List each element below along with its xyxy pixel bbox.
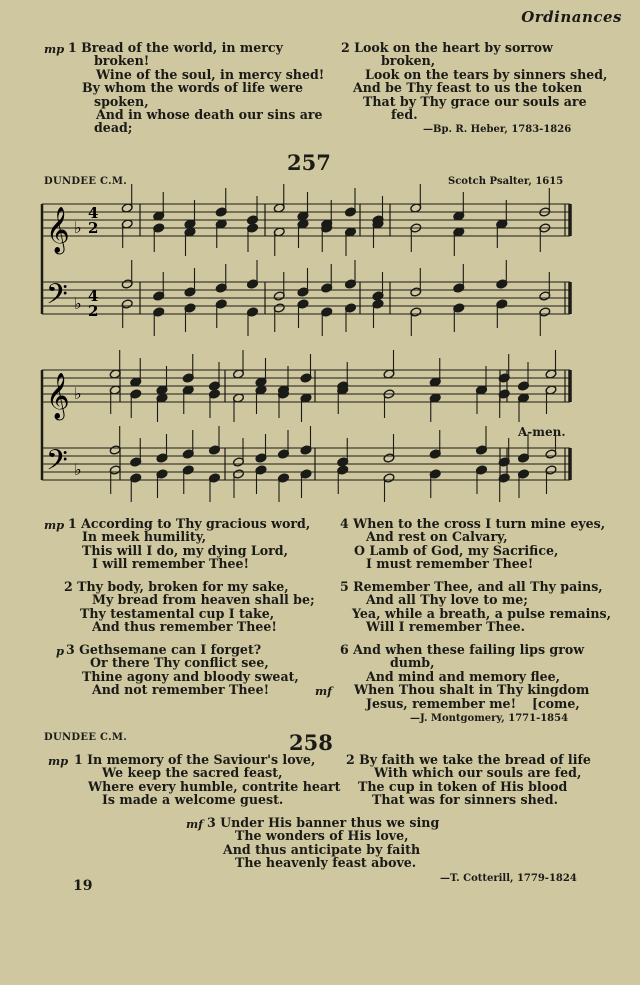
verse-line: That was for sinners shed.: [372, 792, 558, 808]
verse-line: Will I remember Thee.: [366, 619, 526, 635]
verse-line: I must remember Thee!: [366, 556, 534, 572]
verse-line: 2 Thy body, broken for my sake,: [64, 579, 289, 594]
verse-line: By whom the words of life were: [82, 80, 304, 96]
treble-clef-icon: 𝄞: [46, 207, 70, 253]
time-signature-top: 4: [88, 287, 99, 305]
verse-line: My bread from heaven shall be;: [92, 592, 315, 608]
tune-name: DUNDEE C.M.: [44, 176, 128, 187]
verse-line: And all Thy love to me;: [366, 592, 528, 608]
verse-line: That by Thy grace our souls are: [363, 93, 587, 109]
music-system-1: [42, 184, 570, 336]
verse-line: Where every humble, contrite heart: [88, 778, 341, 794]
verse-line: Wine of the soul, in mercy shed!: [96, 66, 325, 82]
flat-icon: ♭: [74, 384, 82, 403]
verse-line: 1 In memory of the Saviour's love,: [74, 752, 316, 767]
verse-line-overflow: [come,: [532, 696, 580, 711]
verse-line: Thine agony and bloody sweat,: [82, 668, 299, 684]
bass-clef-icon: 𝄢: [46, 278, 68, 318]
verse-line: broken!: [94, 53, 150, 69]
verse-line: Is made a welcome guest.: [102, 792, 284, 808]
amen-lyric: A-men.: [518, 425, 566, 439]
verse-line: 6 And when these failing lips grow: [340, 642, 585, 657]
verse-1: [68, 517, 310, 571]
dynamic-mark: mp: [48, 754, 69, 768]
verse-line: 4 When to the cross I turn mine eyes,: [340, 516, 606, 531]
verse-line: The cup in token of His blood: [358, 778, 568, 794]
hymn-number: 258: [289, 730, 333, 755]
time-signature-bottom: 2: [88, 219, 99, 237]
flat-icon: ♭: [74, 218, 82, 237]
verse-line: And mind and memory flee,: [366, 668, 561, 684]
verse-line: O Lamb of God, my Sacrifice,: [354, 542, 559, 558]
time-signature-top: 4: [88, 204, 99, 222]
verse-line: And thus anticipate by faith: [223, 841, 421, 857]
verse-2: [346, 753, 591, 807]
verse-line: dead;: [94, 120, 133, 136]
verse-line: And in whose death our sins are: [96, 107, 323, 123]
verse-line: broken,: [381, 53, 436, 69]
verse-2: [64, 580, 315, 634]
verse-line: The wonders of His love,: [235, 828, 409, 844]
treble-clef-icon: 𝄞: [46, 373, 70, 419]
verse-line: 3 Under His banner thus we sing: [207, 815, 440, 830]
verse-line: Thy testamental cup I take,: [80, 605, 275, 621]
verse-line: Yea, while a breath, a pulse remains,: [352, 605, 612, 621]
verse-line: In meek humility,: [82, 529, 207, 545]
verse-line: 1 Bread of the world, in mercy: [68, 40, 283, 55]
music-system-2: [42, 350, 570, 502]
verse-line: 2 Look on the heart by sorrow: [341, 40, 553, 55]
verse-line: spoken,: [94, 93, 149, 109]
verse-line: 5 Remember Thee, and all Thy pains,: [340, 579, 603, 594]
verse-line: And not remember Thee!: [92, 682, 270, 698]
dynamic-mark: mp: [44, 518, 65, 532]
dynamic-mark: mf: [315, 684, 333, 698]
verse-line: Jesus, remember me!: [366, 695, 517, 711]
attribution: —Bp. R. Heber, 1783-1826: [423, 124, 572, 135]
verse-5: [340, 580, 611, 634]
verse-line: And rest on Calvary,: [366, 529, 508, 545]
verse-line: We keep the sacred feast,: [102, 765, 283, 781]
attribution: —J. Montgomery, 1771-1854: [410, 713, 569, 724]
verse-line: I will remember Thee!: [92, 556, 250, 572]
verse-line: And be Thy feast to us the token: [353, 80, 583, 96]
time-signature-bottom: 2: [88, 302, 99, 320]
attribution: —T. Cotterill, 1779-1824: [440, 873, 577, 884]
verse-line: fed.: [391, 107, 418, 123]
hymn-number: 257: [287, 150, 331, 175]
verse-line: Or there Thy conflict see,: [90, 655, 269, 671]
bass-clef-icon: 𝄢: [46, 444, 68, 484]
verse-3: [207, 816, 439, 870]
dynamic-mark: mp: [44, 42, 65, 56]
tune-name: DUNDEE C.M.: [44, 732, 128, 743]
verse-line: With which our souls are fed,: [374, 765, 582, 781]
verse-line: And thus remember Thee!: [92, 619, 277, 635]
section-title: Ordinances: [521, 8, 622, 26]
verse-line: Look on the tears by sinners shed,: [365, 66, 608, 82]
verse-3: [66, 643, 299, 697]
flat-icon: ♭: [74, 294, 82, 313]
flat-icon: ♭: [74, 460, 82, 479]
verse-line: 1 According to Thy gracious word,: [68, 516, 311, 531]
dynamic-mark: mf: [186, 817, 204, 831]
verse-line: This will I do, my dying Lord,: [82, 542, 288, 558]
verse-4: [340, 517, 605, 571]
verse-line: 2 By faith we take the bread of life: [346, 752, 591, 767]
verse-line: 3 Gethsemane can I forget?: [66, 642, 262, 657]
dynamic-mark: p: [56, 644, 65, 658]
verse-1: [74, 753, 341, 807]
page-number: 19: [73, 878, 93, 894]
verse-line: When Thou shalt in Thy kingdom: [354, 682, 590, 698]
composer: Scotch Psalter, 1615: [448, 176, 564, 187]
verse-line: The heavenly feast above.: [235, 855, 417, 871]
verse-line: dumb,: [390, 655, 435, 671]
